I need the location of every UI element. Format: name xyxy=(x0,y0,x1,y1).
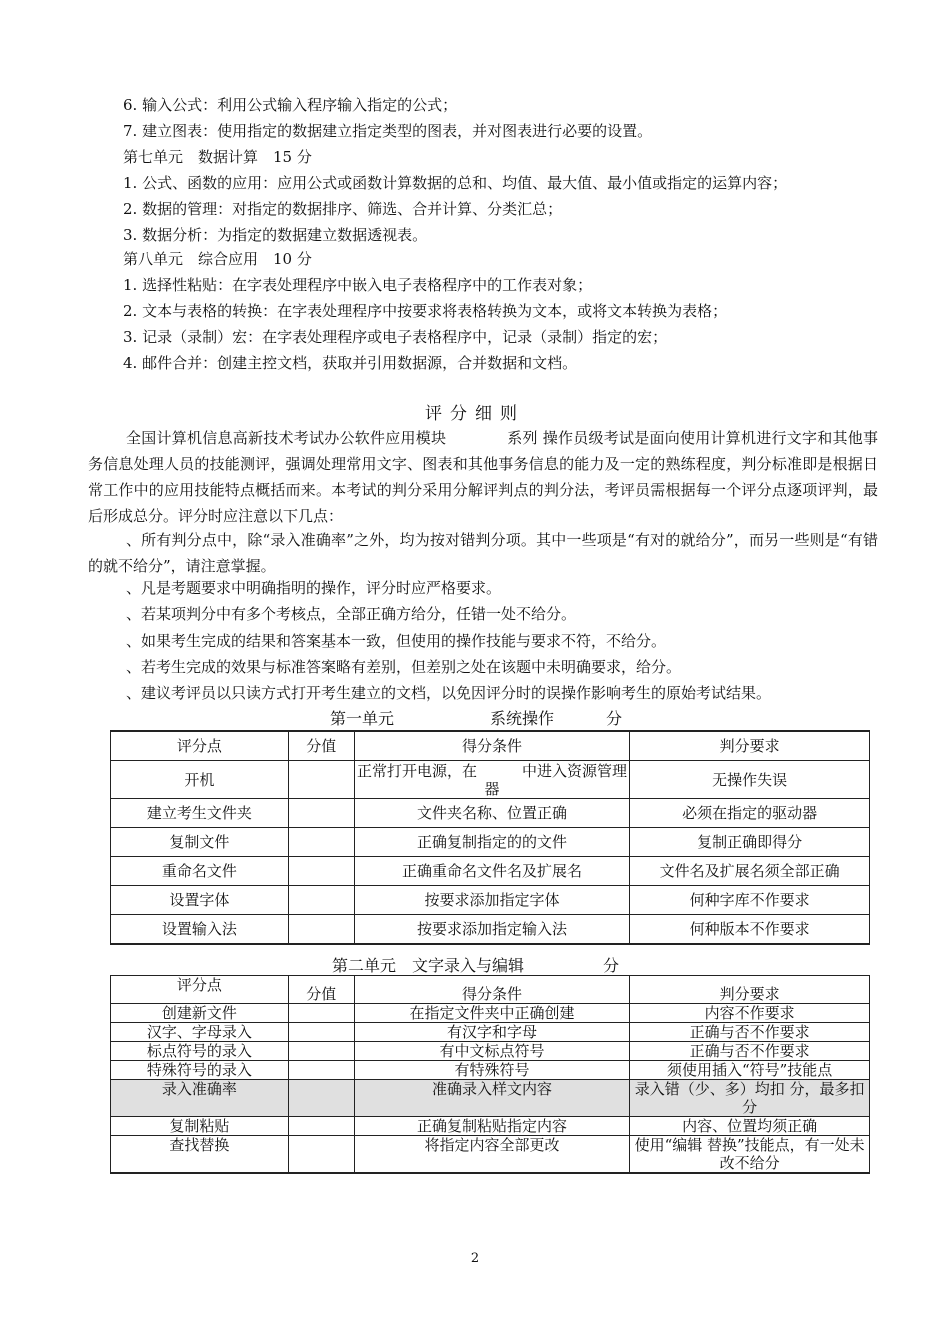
table-cell xyxy=(288,1061,354,1080)
table-row xyxy=(111,1061,870,1080)
table-cell: 特殊符号的录入 xyxy=(111,1061,289,1080)
unit7-item: 2. 数据的管理：对指定的数据排序、筛选、合并计算、分类汇总； xyxy=(123,200,563,218)
table-cell: 建立考生文件夹 xyxy=(111,799,289,828)
table-cell xyxy=(288,1004,354,1023)
table2-caption-score: 分 xyxy=(603,956,620,975)
table1-caption-topic: 系统操作 xyxy=(490,709,555,728)
rules-point: 、凡是考题要求中明确指明的操作，评分时应严格要求。 xyxy=(126,579,502,597)
syllabus-item-7: 7. 建立图表：使用指定的数据建立指定类型的图表，并对图表进行必要的设置。 xyxy=(123,122,653,140)
table-row xyxy=(111,761,870,799)
table-row xyxy=(111,799,870,828)
table-cell: 重命名文件 xyxy=(111,857,289,886)
table-row xyxy=(111,828,870,857)
unit7-title: 第七单元 数据计算 15 分 xyxy=(123,148,312,166)
header-cell: 得分条件 xyxy=(354,731,630,761)
header-cell: 分值 xyxy=(288,731,354,761)
header-cell: 分值 xyxy=(288,976,354,1004)
page-number: 2 xyxy=(470,1251,480,1266)
table-cell: 将指定内容全部更改 xyxy=(354,1136,630,1174)
table-row xyxy=(111,857,870,886)
unit8-item: 4. 邮件合并：创建主控文档，获取并引用数据源，合并数据和文档。 xyxy=(123,354,578,372)
table-cell: 按要求添加指定字体 xyxy=(354,886,630,915)
table-cell: 设置输入法 xyxy=(111,915,289,945)
table-cell: 正常打开电源，在 中进入资源管理器 xyxy=(354,761,630,799)
table-cell: 复制文件 xyxy=(111,828,289,857)
header-cell: 评分点 xyxy=(111,976,289,1004)
table1-caption-unit: 第一单元 xyxy=(330,709,395,728)
table-cell: 正确重命名文件名及扩展名 xyxy=(354,857,630,886)
table-cell: 文件夹名称、位置正确 xyxy=(354,799,630,828)
table-cell: 复制粘贴 xyxy=(111,1117,289,1136)
header-cell: 判分要求 xyxy=(630,976,870,1004)
unit8-item: 3. 记录（录制）宏：在字表处理程序或电子表格程序中，记录（录制）指定的宏； xyxy=(123,328,668,346)
table-cell xyxy=(288,1136,354,1174)
table-cell: 无操作失误 xyxy=(630,761,870,799)
table-cell: 正确与否不作要求 xyxy=(630,1042,870,1061)
table-cell xyxy=(288,761,354,799)
table-cell xyxy=(288,799,354,828)
header-cell: 得分条件 xyxy=(354,976,630,1004)
table-row xyxy=(111,886,870,915)
unit8-item: 2. 文本与表格的转换：在字表处理程序中按要求将表格转换为文本，或将文本转换为表格； xyxy=(123,302,728,320)
table-cell: 标点符号的录入 xyxy=(111,1042,289,1061)
table-cell xyxy=(288,1023,354,1042)
table-cell: 复制正确即得分 xyxy=(630,828,870,857)
table-header-row xyxy=(111,976,870,1004)
table-cell: 在指定文件夹中正确创建 xyxy=(354,1004,630,1023)
table-cell: 录入准确率 xyxy=(111,1080,289,1117)
table-cell xyxy=(288,1080,354,1117)
table-row xyxy=(111,1042,870,1061)
syllabus-item-6: 6. 输入公式：利用公式输入程序输入指定的公式； xyxy=(123,96,458,114)
table-cell xyxy=(288,1117,354,1136)
rules-intro: 全国计算机信息高新技术考试办公软件应用模块 系列 操作员级考试是面向使用计算机进行文字和其他事务信息处理人员的技能测评，强调处理常用文字、图表和其他事务信息的能力及一定的熟练程度，判分标准即是根据日常工作中的应用技能特点概括而来。本考试的判分采用分解评判点的判分法，考评员需根据每一个评分点逐项评判，最后形成总分。评分时应注意以下几点： xyxy=(88,429,878,525)
table-row xyxy=(111,1117,870,1136)
table-row xyxy=(111,1023,870,1042)
table-cell xyxy=(288,828,354,857)
table-cell: 须使用插入“符号”技能点 xyxy=(630,1061,870,1080)
table-cell: 正确复制粘贴指定内容 xyxy=(354,1117,630,1136)
table-cell: 有特殊符号 xyxy=(354,1061,630,1080)
rules-point: 、如果考生完成的结果和答案基本一致，但使用的操作技能与要求不符，不给分。 xyxy=(126,632,667,650)
table-cell: 内容不作要求 xyxy=(630,1004,870,1023)
table-cell: 正确与否不作要求 xyxy=(630,1023,870,1042)
table-cell: 何种字库不作要求 xyxy=(630,886,870,915)
table-cell: 有中文标点符号 xyxy=(354,1042,630,1061)
table-cell: 开机 xyxy=(111,761,289,799)
table-row xyxy=(111,1136,870,1174)
header-cell: 判分要求 xyxy=(630,731,870,761)
unit8-item: 1. 选择性粘贴：在字表处理程序中嵌入电子表格程序中的工作表对象； xyxy=(123,276,593,294)
scoring-table-unit1 xyxy=(110,730,870,945)
table-cell: 文件名及扩展名须全部正确 xyxy=(630,857,870,886)
table-row xyxy=(111,915,870,945)
rules-point: 、建议考评员以只读方式打开考生建立的文档，以免因评分时的误操作影响考生的原始考试结果。 xyxy=(126,684,772,702)
table-cell: 创建新文件 xyxy=(111,1004,289,1023)
table1-caption-score: 分 xyxy=(606,709,623,728)
header-cell: 评分点 xyxy=(111,731,289,761)
table-cell: 汉字、字母录入 xyxy=(111,1023,289,1042)
table-cell xyxy=(288,857,354,886)
table-cell xyxy=(288,915,354,945)
table-cell xyxy=(288,886,354,915)
table-cell xyxy=(288,1042,354,1061)
unit8-title: 第八单元 综合应用 10 分 xyxy=(123,250,312,268)
rules-point: 、所有判分点中，除“录入准确率”之外，均为按对错判分项。其中一些项是“有对的就给分”，而另一些则是“有错的就不给分”，请注意掌握。 xyxy=(88,531,878,575)
table-cell: 正确复制指定的的文件 xyxy=(354,828,630,857)
table-cell: 录入错（少、多）均扣 分，最多扣 分 xyxy=(630,1080,870,1117)
table-cell: 使用“编辑 替换”技能点，有一处未改不给分 xyxy=(630,1136,870,1174)
table-cell: 按要求添加指定输入法 xyxy=(354,915,630,945)
unit7-item: 3. 数据分析：为指定的数据建立数据透视表。 xyxy=(123,226,428,244)
table-cell: 有汉字和字母 xyxy=(354,1023,630,1042)
rules-point: 、若考生完成的效果与标准答案略有差别，但差别之处在该题中未明确要求，给分。 xyxy=(126,658,682,676)
table-cell: 内容、位置均须正确 xyxy=(630,1117,870,1136)
section-title: 评分细则 xyxy=(425,404,525,424)
scoring-table-unit2 xyxy=(110,975,870,1174)
table-cell: 准确录入样文内容 xyxy=(354,1080,630,1117)
unit7-item: 1. 公式、函数的应用：应用公式或函数计算数据的总和、均值、最大值、最小值或指定的运算内容； xyxy=(123,174,788,192)
table-cell: 何种版本不作要求 xyxy=(630,915,870,945)
rules-point: 、若某项判分中有多个考核点，全部正确方给分，任错一处不给分。 xyxy=(126,605,577,623)
table-row xyxy=(111,1004,870,1023)
table-header-row xyxy=(111,731,870,761)
table2-caption-unit: 第二单元 文字录入与编辑 xyxy=(332,956,525,975)
table-cell: 设置字体 xyxy=(111,886,289,915)
table-cell: 查找替换 xyxy=(111,1136,289,1174)
table-cell: 必须在指定的驱动器 xyxy=(630,799,870,828)
table-row xyxy=(111,1080,870,1117)
